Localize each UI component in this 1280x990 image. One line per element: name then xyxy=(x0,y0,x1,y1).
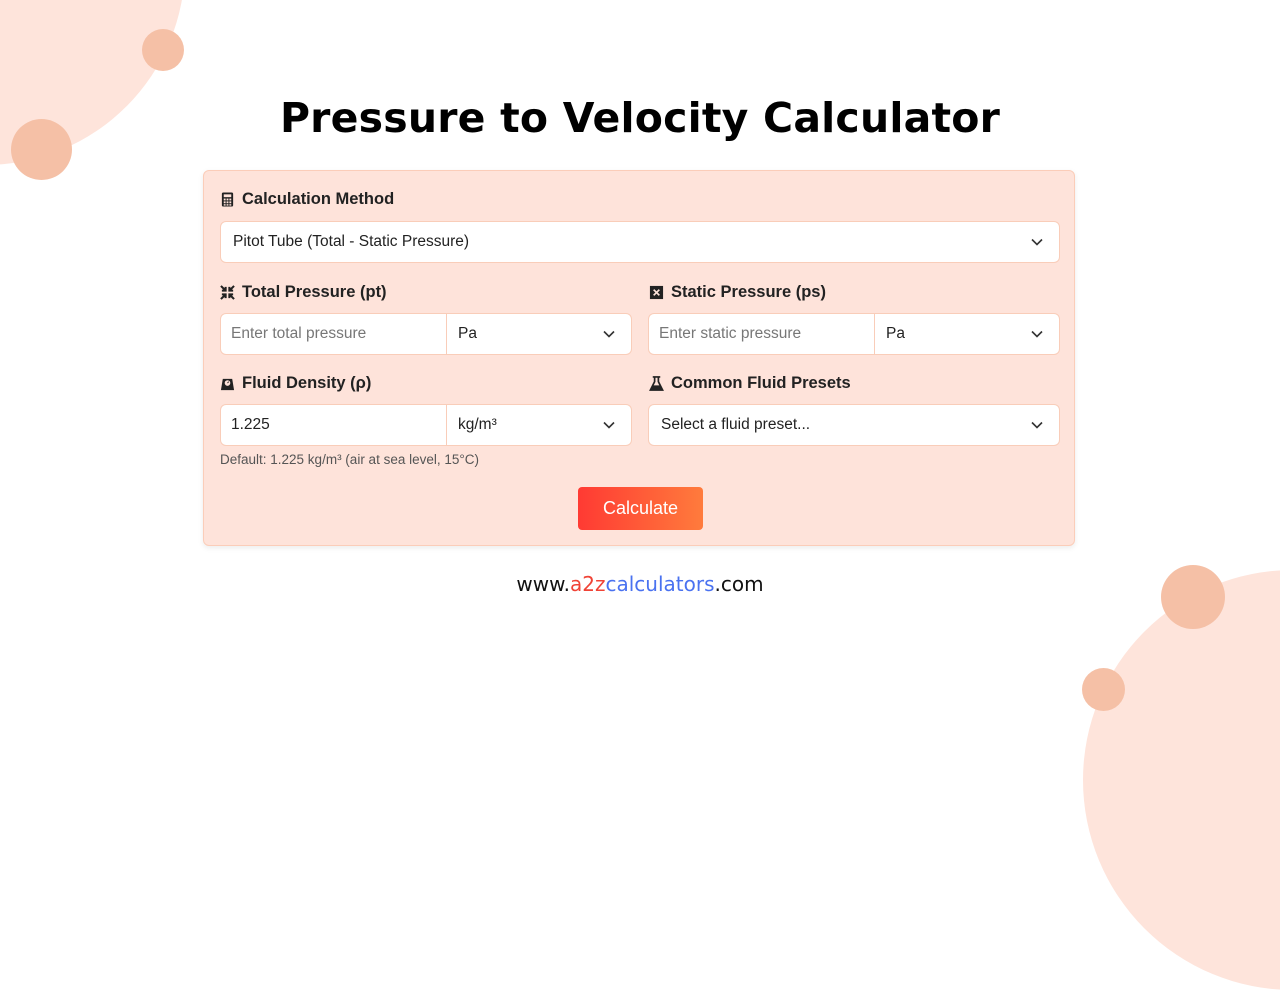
flask-icon xyxy=(649,376,664,391)
density-label-text: Fluid Density (ρ) xyxy=(242,374,372,392)
chevron-down-icon xyxy=(1031,330,1043,338)
decor-dot xyxy=(142,29,184,71)
chevron-down-icon xyxy=(603,330,615,338)
static-pressure-unit-value: Pa xyxy=(886,325,905,342)
method-label xyxy=(220,190,394,209)
static-pressure-input[interactable] xyxy=(649,314,875,354)
density-unit-select[interactable] xyxy=(447,405,631,445)
static-pressure-unit-select[interactable] xyxy=(875,314,1059,354)
chevron-down-icon xyxy=(1031,238,1043,246)
static-pressure-group xyxy=(648,313,1060,355)
total-pressure-label xyxy=(220,283,387,302)
density-unit-value: kg/m³ xyxy=(458,416,497,433)
total-pressure-unit-select[interactable] xyxy=(447,314,631,354)
total-pressure-unit-value: Pa xyxy=(458,325,477,342)
page-title: Pressure to Velocity Calculator xyxy=(279,94,1001,142)
site-url-prefix: www. xyxy=(516,572,570,596)
total-pressure-input[interactable] xyxy=(221,314,447,354)
site-url-brand-b: calculators xyxy=(605,572,715,596)
calculator-card xyxy=(203,170,1075,546)
density-input[interactable] xyxy=(221,405,447,445)
presets-select-value: Select a fluid preset... xyxy=(661,416,811,433)
presets-select[interactable] xyxy=(648,404,1060,446)
total-pressure-group xyxy=(220,313,632,355)
static-pressure-label-text: Static Pressure (ps) xyxy=(671,283,826,301)
calculator-icon xyxy=(220,192,235,207)
decor-circle-bottom-right xyxy=(1083,570,1280,990)
density-hint: Default: 1.225 kg/m³ (air at sea level, 15°C) xyxy=(220,452,480,467)
decor-dot xyxy=(1082,668,1125,711)
chevron-down-icon xyxy=(1031,421,1043,429)
site-url-suffix: .com xyxy=(714,572,764,596)
method-select-value: Pitot Tube (Total - Static Pressure) xyxy=(233,233,470,250)
calculate-button[interactable]: Calculate xyxy=(578,487,703,530)
presets-label-text: Common Fluid Presets xyxy=(671,374,851,392)
site-url-brand-a: a2z xyxy=(570,572,606,596)
static-pressure-label xyxy=(649,283,826,302)
density-label xyxy=(220,374,371,393)
site-url[interactable] xyxy=(0,572,1280,596)
method-label-text: Calculation Method xyxy=(242,190,395,208)
method-select[interactable] xyxy=(220,221,1060,263)
expand-icon xyxy=(649,285,664,300)
presets-label xyxy=(649,374,851,393)
weight-icon xyxy=(220,376,235,391)
total-pressure-label-text: Total Pressure (pt) xyxy=(242,283,387,301)
compress-icon xyxy=(220,285,235,300)
density-group xyxy=(220,404,632,446)
chevron-down-icon xyxy=(603,421,615,429)
